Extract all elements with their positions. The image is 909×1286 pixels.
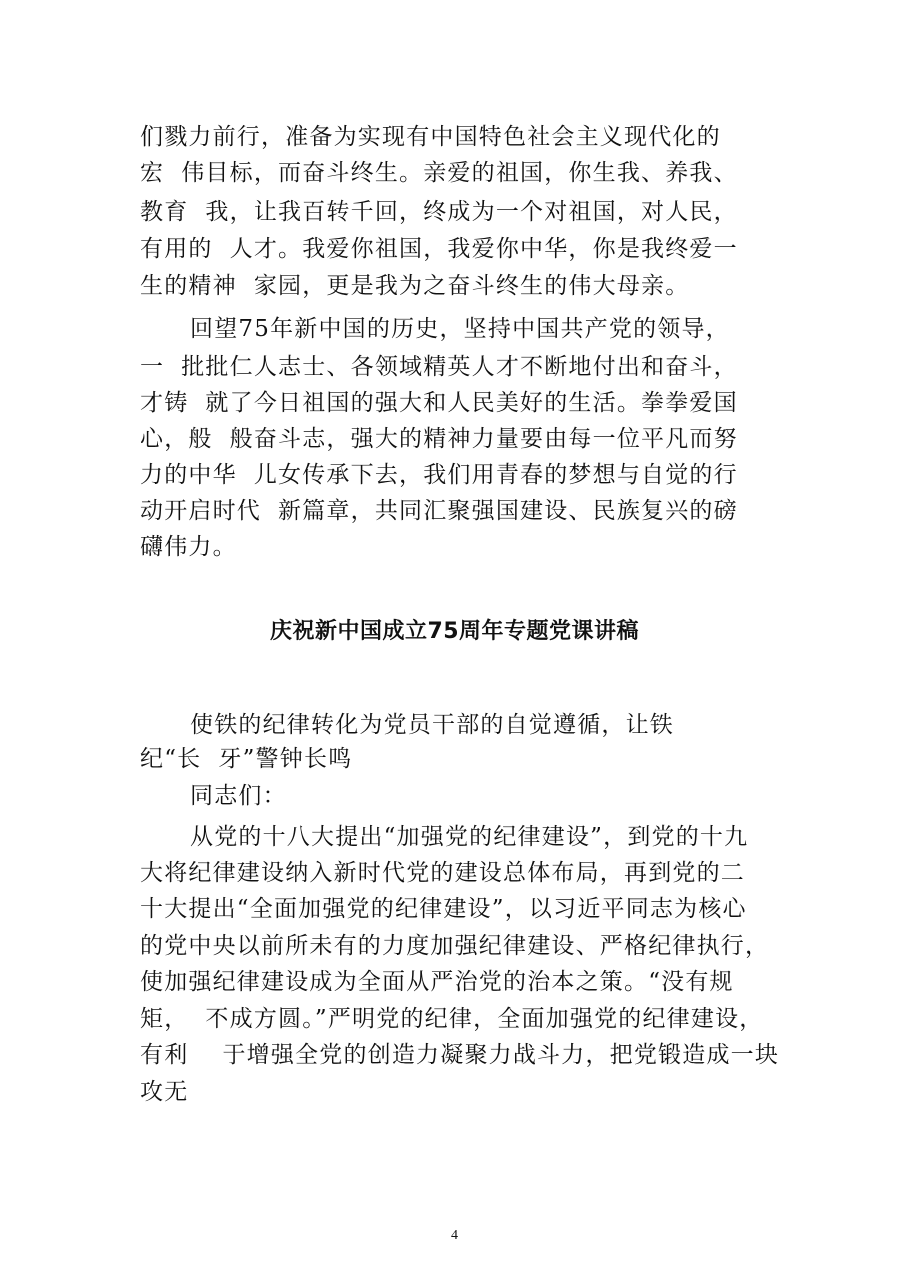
paragraph-2-line-3: 才铸 就了今日祖国的强大和人民美好的生活。拳拳爱国 [140, 390, 738, 416]
paragraph-1-line-2: 宏 伟目标，而奋斗终生。亲爱的祖国，你生我、养我、 [140, 160, 738, 186]
paragraph-1-line-3: 教育 我，让我百转千回，终成为一个对祖国，对人民， [140, 199, 738, 225]
paragraph-3-line-3: 十大提出“全面加强党的纪律建设”，以习近平同志为核心 [140, 896, 747, 922]
subtitle-line-2: 纪“长 牙”警钟长鸣 [140, 746, 353, 772]
paragraph-3-line-7: 有利 于增强全党的创造力凝聚力战斗力，把党锻造成一块 [140, 1042, 780, 1068]
page-number: 4 [451, 1228, 458, 1243]
paragraph-1-line-1: 们戮力前行，准备为实现有中国特色社会主义现代化的 [140, 124, 721, 150]
paragraph-2-line-2: 一 批批仁人志士、各领域精英人才不断地付出和奋斗， [140, 354, 738, 380]
paragraph-2-line-6: 动开启时代 新篇章，共同汇聚强国建设、民族复兴的磅 [140, 498, 738, 524]
paragraph-2-line-5: 力的中华 儿女传承下去，我们用青春的梦想与自觉的行 [140, 462, 738, 488]
paragraph-3-line-5: 使加强纪律建设成为全面从严治党的治本之策。“没有规 [140, 969, 734, 995]
section-title: 庆祝新中国成立75周年专题党课讲稿 [269, 619, 640, 644]
paragraph-3-line-1: 从党的十八大提出“加强党的纪律建设”，到党的十九 [190, 824, 749, 850]
paragraph-3-line-8: 攻无 [140, 1079, 189, 1105]
paragraph-2-line-4: 心，般 般奋斗志，强大的精神力量要由每一位平凡而努 [140, 426, 738, 452]
paragraph-3-line-6: 矩， 不成方圆。”严明党的纪律，全面加强党的纪律建设， [140, 1006, 764, 1032]
salutation: 同志们： [190, 783, 287, 809]
paragraph-1-line-5: 生的精神 家园，更是我为之奋斗终生的伟大母亲。 [140, 273, 690, 299]
paragraph-3-line-2: 大将纪律建设纳入新时代党的建设总体布局，再到党的二 [140, 860, 745, 886]
paragraph-2-line-1: 回望75年新中国的历史，坚持中国共产党的领导， [190, 316, 730, 342]
subtitle-line-1: 使铁的纪律转化为党员干部的自觉遵循，让铁 [190, 712, 674, 738]
paragraph-2-line-7: 礴伟力。 [140, 534, 237, 560]
paragraph-3-line-4: 的党中央以前所未有的力度加强纪律建设、严格纪律执行， [140, 933, 770, 959]
paragraph-1-line-4: 有用的 人才。我爱你祖国，我爱你中华，你是我终爱一 [140, 236, 738, 262]
